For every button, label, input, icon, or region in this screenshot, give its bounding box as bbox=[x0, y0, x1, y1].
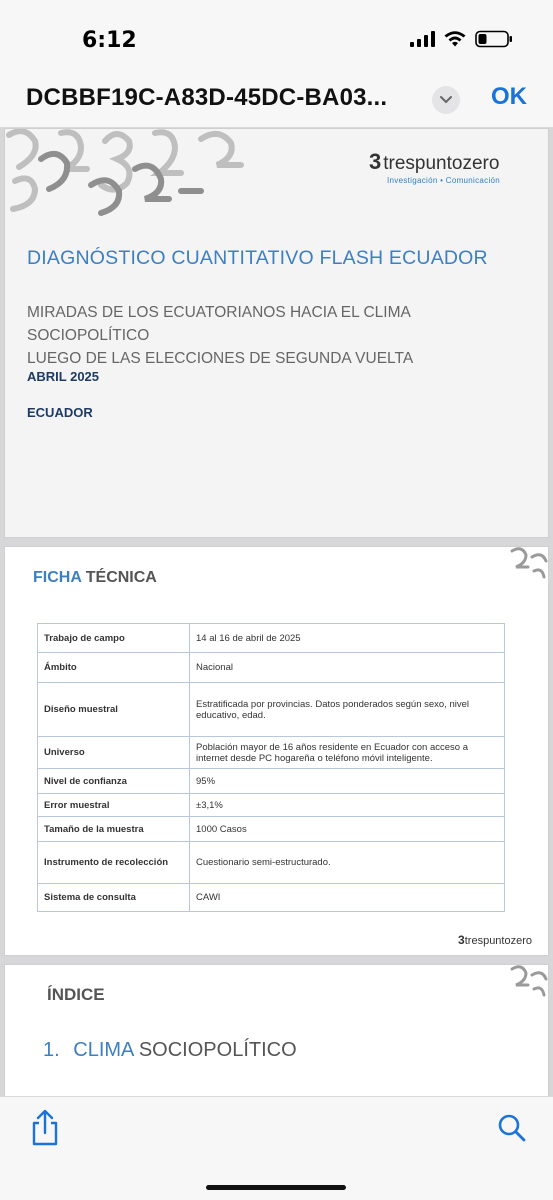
row-key: Diseño muestral bbox=[38, 683, 190, 737]
logo-name: trespuntozero bbox=[383, 153, 500, 174]
row-value: CAWI bbox=[190, 884, 505, 912]
table-row bbox=[38, 769, 505, 794]
table-row bbox=[38, 683, 505, 737]
report-country: ECUADOR bbox=[27, 405, 93, 420]
row-key: Tamaño de la muestra bbox=[38, 817, 190, 842]
status-bar bbox=[0, 0, 553, 70]
logo-name: trespuntozero bbox=[464, 935, 532, 947]
slide-title-part-b: TÉCNICA bbox=[85, 569, 157, 586]
table-row bbox=[38, 817, 505, 842]
share-button[interactable] bbox=[28, 1109, 62, 1147]
row-key: Nivel de confianza bbox=[38, 769, 190, 794]
table-row bbox=[38, 624, 505, 653]
logo-mark-icon: 3 bbox=[369, 149, 382, 174]
row-value: Población mayor de 16 años residente en Ecuador con acceso a internet desde PC hogareña o teléfono móvil inteligente. bbox=[190, 737, 505, 769]
logo-mark-icon: 3 bbox=[458, 933, 465, 947]
chevron-down-icon bbox=[439, 95, 453, 105]
index-item-number: 1. bbox=[43, 1039, 60, 1061]
row-value: 14 al 16 de abril de 2025 bbox=[190, 624, 505, 653]
company-logo-small bbox=[458, 933, 532, 947]
status-icons bbox=[410, 30, 513, 48]
document-header bbox=[0, 70, 553, 128]
slide-cover bbox=[4, 128, 549, 538]
report-subtitle-line2: LUEGO DE LAS ELECCIONES DE SEGUNDA VUELTA bbox=[27, 350, 414, 367]
row-value: 95% bbox=[190, 769, 505, 794]
row-value: Nacional bbox=[190, 653, 505, 683]
share-icon bbox=[28, 1109, 62, 1147]
logo-tagline: Investigación • Comunicación bbox=[387, 176, 501, 185]
title-menu-button[interactable] bbox=[432, 86, 460, 114]
index-item bbox=[43, 1039, 297, 1062]
row-value: Cuestionario semi-estructurado. bbox=[190, 842, 505, 884]
decorative-numbers-graphic bbox=[5, 129, 265, 219]
ok-button[interactable]: OK bbox=[491, 83, 527, 110]
report-subtitle bbox=[27, 301, 527, 370]
search-icon bbox=[497, 1113, 527, 1143]
report-subtitle-line1: MIRADAS DE LOS ECUATORIANOS HACIA EL CLIMA SOCIOPOLÍTICO bbox=[27, 304, 411, 344]
slide-technical-sheet bbox=[4, 546, 549, 956]
wifi-icon bbox=[443, 30, 467, 48]
table-row bbox=[38, 884, 505, 912]
report-title: DIAGNÓSTICO CUANTITATIVO FLASH ECUADOR bbox=[27, 247, 488, 269]
battery-icon bbox=[475, 30, 513, 48]
row-key: Error muestral bbox=[38, 794, 190, 817]
table-row bbox=[38, 842, 505, 884]
row-value: Estratificada por provincias. Datos ponderados según sexo, nivel educativo, edad. bbox=[190, 683, 505, 737]
table-row bbox=[38, 737, 505, 769]
table-row bbox=[38, 794, 505, 817]
document-viewer[interactable] bbox=[0, 128, 553, 1096]
company-logo bbox=[369, 149, 500, 185]
slide-title bbox=[33, 569, 157, 587]
slide-index bbox=[4, 964, 549, 1096]
index-item-label-a: CLIMA bbox=[73, 1039, 134, 1061]
row-key: Sistema de consulta bbox=[38, 884, 190, 912]
row-key: Universo bbox=[38, 737, 190, 769]
table-row bbox=[38, 653, 505, 683]
bottom-toolbar bbox=[0, 1096, 553, 1200]
search-button[interactable] bbox=[497, 1113, 527, 1143]
decorative-numbers-graphic bbox=[508, 547, 548, 581]
row-key: Trabajo de campo bbox=[38, 624, 190, 653]
technical-sheet-table bbox=[37, 623, 505, 912]
row-value: ±3,1% bbox=[190, 794, 505, 817]
status-time: 6:12 bbox=[82, 28, 137, 53]
cellular-signal-icon bbox=[410, 31, 435, 47]
index-item-label-b: SOCIOPOLÍTICO bbox=[138, 1039, 297, 1061]
row-key: Instrumento de recolección bbox=[38, 842, 190, 884]
home-indicator[interactable] bbox=[206, 1185, 346, 1190]
report-date: ABRIL 2025 bbox=[27, 369, 100, 384]
row-key: Ámbito bbox=[38, 653, 190, 683]
decorative-numbers-graphic bbox=[508, 965, 548, 999]
index-title: ÍNDICE bbox=[47, 985, 105, 1004]
document-title: DCBBF19C-A83D-45DC-BA03... bbox=[26, 84, 388, 111]
slide-title-part-a: FICHA bbox=[33, 569, 82, 586]
row-value: 1000 Casos bbox=[190, 817, 505, 842]
